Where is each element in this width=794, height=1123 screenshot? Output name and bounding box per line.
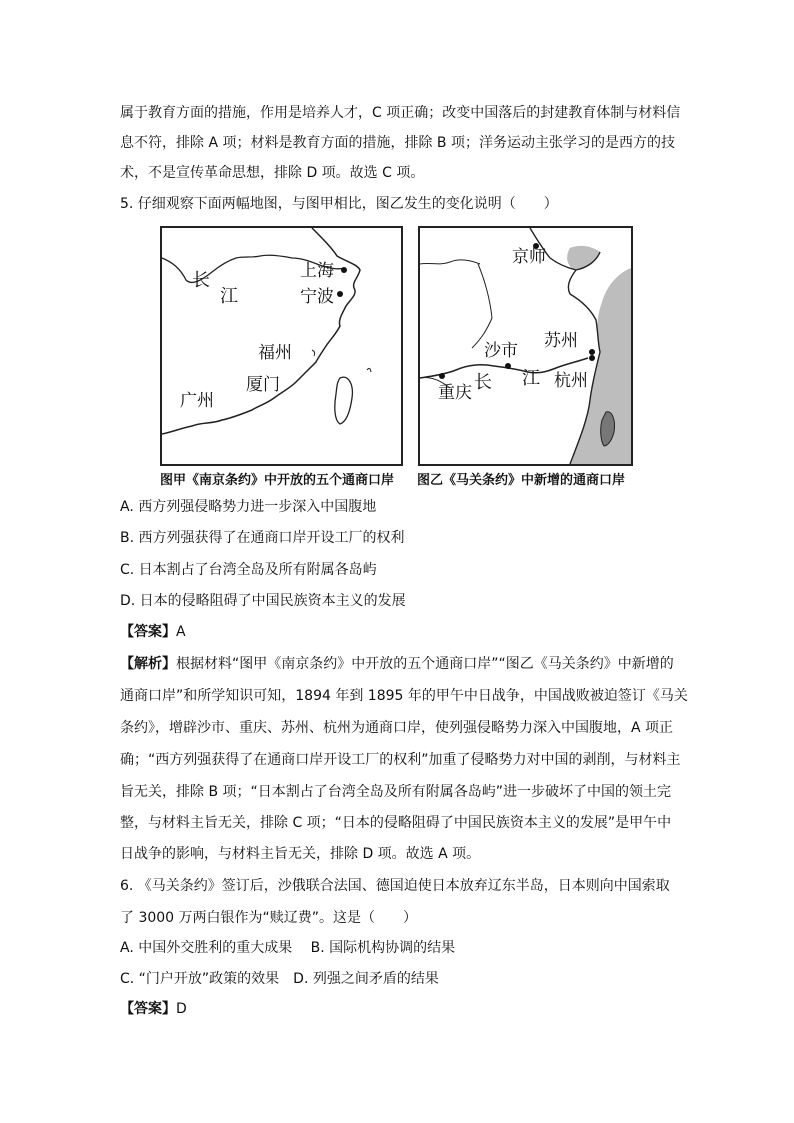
option-c: C. 日本割占了台湾全岛及所有附属各岛屿 bbox=[120, 562, 377, 578]
map-shimonoseki-treaty-ports bbox=[418, 226, 633, 466]
label-chongqing: 重庆 bbox=[438, 383, 472, 403]
label-guangzhou: 广州 bbox=[180, 391, 214, 411]
answer-6 bbox=[120, 999, 187, 1019]
port-dot bbox=[505, 363, 511, 369]
port-dot bbox=[589, 349, 595, 355]
port-dot bbox=[341, 267, 347, 273]
analysis-line: 整，与材料主旨无关，排除 C 项；“日本的侵略阻碍了中国民族资本主义的发展”是甲午中 bbox=[120, 815, 672, 831]
question-6: 6. 《马关条约》签订后，沙俄联合法国、德国迫使日本放弃辽东半岛，日本则向中国索取 bbox=[120, 878, 670, 894]
analysis-text: 根据材料“图甲《南京条约》中开放的五个通商口岸”“图乙《马关条约》中新增的 bbox=[176, 656, 674, 672]
analysis-line: 确；“西方列强获得了在通商口岸开设工厂的权利”加重了侵略势力对中国的剥削，与材料主 bbox=[120, 752, 681, 768]
port-dot bbox=[589, 355, 595, 361]
label-shanghai: 上海 bbox=[300, 261, 334, 281]
label-shashi: 沙市 bbox=[484, 341, 518, 361]
analysis-line: 旨无关，排除 B 项；“日本割占了台湾全岛及所有附属各岛屿”进一步破坏了中国的领土完 bbox=[120, 784, 672, 800]
answer-value: A bbox=[176, 624, 186, 640]
analysis-tag: 【解析】 bbox=[120, 656, 176, 672]
option-row-ab: A. 中国外交胜利的重大成果 B. 国际机构协调的结果 bbox=[120, 940, 456, 956]
text-line: 属于教育方面的措施，作用是培养人才，C 项正确；改变中国落后的封建教育体制与材料信 bbox=[120, 105, 681, 121]
analysis-line: 通商口岸”和所学知识可知，1894 年到 1895 年的甲午中日战争，中国战败被迫签订《马关 bbox=[120, 688, 688, 704]
map-nanjing-treaty-ports bbox=[160, 226, 403, 466]
port-dot bbox=[337, 291, 343, 297]
label-chang: 长 bbox=[474, 372, 492, 393]
map-a-caption: 图甲《南京条约》中开放的五个通商口岸 bbox=[160, 473, 395, 488]
answer-value: D bbox=[176, 1001, 187, 1017]
option-a: A. 西方列强侵略势力进一步深入中国腹地 bbox=[120, 499, 377, 515]
label-hangzhou: 杭州 bbox=[554, 371, 588, 391]
question-6-cont: 了 3000 万两白银作为“赎辽费”。这是（ ） bbox=[120, 910, 418, 926]
option-d: D. 日本的侵略阻碍了中国民族资本主义的发展 bbox=[120, 593, 406, 609]
option-b: B. 西方列强获得了在通商口岸开设工厂的权利 bbox=[120, 530, 405, 546]
label-ningbo: 宁波 bbox=[300, 287, 334, 307]
answer-tag: 【答案】 bbox=[120, 1001, 176, 1017]
label-xiamen: 厦门 bbox=[246, 375, 280, 395]
map-b-drawing bbox=[420, 228, 631, 464]
port-dot bbox=[439, 373, 445, 379]
question-5: 5. 仔细观察下面两幅地图，与图甲相比，图乙发生的变化说明（ ） bbox=[120, 196, 558, 212]
text-line: 息不符，排除 A 项；材料是教育方面的措施，排除 B 项；洋务运动主张学习的是西方的技 bbox=[120, 135, 675, 151]
label-chang: 长 bbox=[192, 270, 210, 291]
label-suzhou: 苏州 bbox=[544, 331, 578, 351]
option-row-cd: C. “门户开放”政策的效果 D. 列强之间矛盾的结果 bbox=[120, 971, 439, 987]
map-b-caption: 图乙《马关条约》中新增的通商口岸 bbox=[417, 473, 626, 488]
map-a-drawing bbox=[162, 228, 401, 464]
label-jiang: 江 bbox=[522, 368, 540, 389]
answer-tag: 【答案】 bbox=[120, 624, 176, 640]
analysis-line: 条约》，增辟沙市、重庆、苏州、杭州为通商口岸，使列强侵略势力深入中国腹地，A 项正 bbox=[120, 720, 674, 736]
analysis-line: 日战争的影响，与材料主旨无关，排除 D 项。故选 A 项。 bbox=[120, 846, 481, 862]
answer-5 bbox=[120, 622, 186, 642]
label-fuzhou: 福州 bbox=[258, 343, 292, 363]
text-line: 术，不是宣传革命思想，排除 D 项。故选 C 项。 bbox=[120, 165, 425, 181]
label-jingshi: 京师 bbox=[512, 247, 546, 267]
label-jiang: 江 bbox=[220, 286, 238, 307]
analysis-5 bbox=[120, 654, 674, 674]
